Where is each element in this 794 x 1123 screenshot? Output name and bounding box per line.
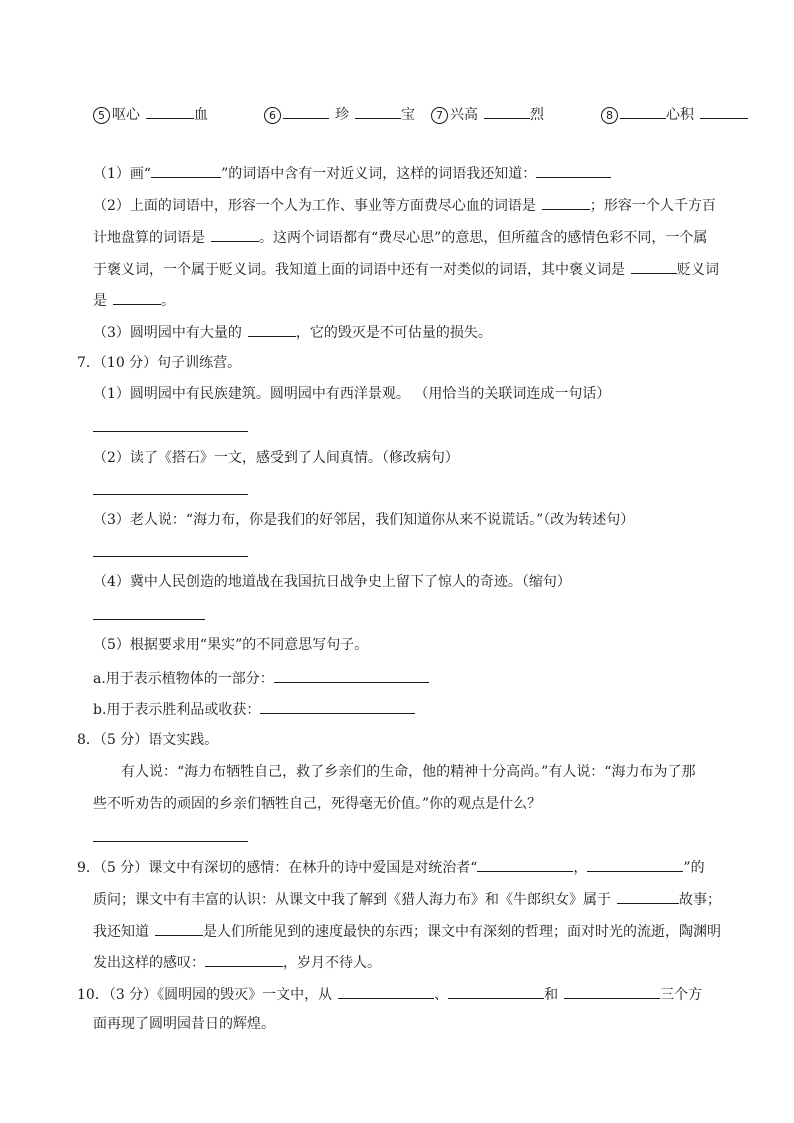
q6-part3 bbox=[93, 322, 492, 342]
circle-number-7: 7 bbox=[431, 107, 448, 124]
q10-text: 、 bbox=[434, 987, 449, 1003]
q6-part1-text-b: ”的词语中含有一对近义词，这样的词语我还知道： bbox=[221, 166, 537, 182]
q7-5a-label: a.用于表示植物体的一部分： bbox=[93, 671, 274, 687]
q7-sentence3: （3）老人说：“海力布，你是我们的好邻居，我们知道你从来不说谎话。”（改为转述句） bbox=[93, 512, 635, 528]
blank-field[interactable] bbox=[205, 952, 283, 967]
q9-line1 bbox=[77, 857, 705, 877]
q6-part3-text-a: （3）圆明园中有大量的 bbox=[93, 325, 242, 341]
q7-heading: 7．（10 分）句子训练营。 bbox=[77, 355, 242, 371]
blank-field[interactable] bbox=[355, 104, 401, 119]
q6-part2-text: 于褒义词，一个属于贬义词。我知道上面的词语中还有一对类似的词语，其中褒义词是 bbox=[93, 262, 625, 278]
q7-5b-label: b.用于表示胜利品或收获： bbox=[93, 702, 261, 718]
blank-field[interactable] bbox=[274, 668, 429, 683]
blank-field[interactable] bbox=[448, 984, 544, 999]
idiom-5-suffix: 血 bbox=[194, 107, 208, 123]
blank-field[interactable] bbox=[151, 163, 221, 178]
q10-line2: 面再现了圆明园昔日的辉煌。 bbox=[93, 1016, 275, 1032]
idiom-7 bbox=[431, 104, 544, 124]
idiom-6-suffix: 宝 bbox=[401, 107, 415, 123]
q7-sentence2: （2）读了《搭石》一文，感受到了人间真情。（修改病句） bbox=[93, 450, 459, 466]
blank-field[interactable] bbox=[484, 104, 530, 119]
circle-number-5: 5 bbox=[93, 107, 110, 124]
blank-field[interactable] bbox=[631, 259, 677, 274]
answer-line[interactable] bbox=[93, 841, 248, 842]
q6-part2-text: 贬义词 bbox=[677, 262, 719, 278]
blank-field[interactable] bbox=[542, 195, 590, 210]
circle-number-8: 8 bbox=[601, 107, 618, 124]
q9-line3 bbox=[93, 921, 721, 941]
q7-sentence5: （5）根据要求用“果实”的不同意思写句子。 bbox=[93, 637, 369, 653]
q6-part2-text: 计地盘算的词语是 bbox=[93, 230, 205, 246]
q6-part1-text-a: （1）画“ bbox=[93, 166, 152, 182]
q6-part2-line3 bbox=[93, 259, 719, 279]
answer-line[interactable] bbox=[93, 494, 248, 495]
blank-field[interactable] bbox=[620, 104, 666, 119]
q9-text: 发出这样的感叹： bbox=[93, 955, 205, 971]
q8-heading: 8．（5 分）语文实践。 bbox=[77, 732, 219, 748]
idiom-5-prefix: 呕心 bbox=[112, 107, 140, 123]
blank-field[interactable] bbox=[700, 104, 748, 119]
q6-part2-text: （2）上面的词语中，形容一个人为工作、事业等方面费尽心血的词语是 bbox=[93, 198, 536, 214]
answer-line[interactable] bbox=[93, 431, 248, 432]
idiom-8-suffix: 心积 bbox=[666, 107, 694, 123]
q6-part2-line2 bbox=[93, 227, 707, 247]
idiom-5 bbox=[93, 107, 208, 123]
q10-text: 10．（3 分）《圆明园的毁灭》一文中，从 bbox=[77, 987, 333, 1003]
blank-field[interactable] bbox=[564, 984, 660, 999]
blank-field[interactable] bbox=[146, 104, 194, 119]
q9-text: ， bbox=[573, 860, 588, 876]
blank-field[interactable] bbox=[587, 857, 683, 872]
q9-line4 bbox=[93, 952, 381, 972]
q9-text: 质问；课文中有丰富的认识：从课文中我了解到《猎人海力布》和《牛郎织女》属于 bbox=[93, 892, 611, 908]
q9-line2 bbox=[93, 889, 721, 909]
idiom-6 bbox=[264, 104, 415, 124]
q7-sentence1: （1）圆明园中有民族建筑。圆明园中有西洋景观。 （用恰当的关联词连成一句话） bbox=[93, 386, 611, 402]
q10-line1 bbox=[77, 984, 702, 1004]
blank-field[interactable] bbox=[536, 163, 611, 178]
q6-part2-line4 bbox=[93, 290, 175, 310]
q9-text: 我还知道 bbox=[93, 924, 149, 940]
blank-field[interactable] bbox=[248, 322, 296, 337]
idiom-8 bbox=[601, 104, 748, 124]
q9-text: 故事； bbox=[679, 892, 721, 908]
q6-part3-text-b: ，它的毁灭是不可估量的损失。 bbox=[295, 325, 492, 341]
idiom-7-suffix: 烈 bbox=[530, 107, 544, 123]
answer-line[interactable] bbox=[93, 556, 248, 557]
blank-field[interactable] bbox=[617, 889, 679, 904]
idiom-7-prefix: 兴高 bbox=[450, 107, 478, 123]
idiom-row bbox=[93, 104, 208, 124]
q6-part2-text: 。这两个词语都有“费尽心思”的意思，但所蕴含的感情色彩不同，一个属 bbox=[259, 230, 708, 246]
blank-field[interactable] bbox=[113, 290, 161, 305]
blank-field[interactable] bbox=[477, 857, 573, 872]
q6-part2-text: 是 bbox=[93, 293, 107, 309]
q8-line2: 些不听劝告的顽固的乡亲们牺牲自己，死得毫无价值。”你的观点是什么？ bbox=[93, 796, 542, 812]
q6-part2-text: 。 bbox=[161, 293, 175, 309]
q6-part2-text: ；形容一个人千方百 bbox=[589, 198, 716, 214]
q9-text: 是人们所能见到的速度最快的东西；课文中有深刻的哲理；面对时光的流逝，陶渊明 bbox=[203, 924, 721, 940]
q6-part2-line1 bbox=[93, 195, 716, 215]
circle-number-6: 6 bbox=[264, 107, 281, 124]
q9-text: ”的 bbox=[683, 860, 705, 876]
q8-line1: 有人说：“海力布牺牲自己，救了乡亲们的生命，他的精神十分高尚。”有人说：“海力布为了那 bbox=[121, 764, 696, 780]
q7-sentence5b bbox=[93, 699, 415, 719]
blank-field[interactable] bbox=[283, 104, 329, 119]
blank-field[interactable] bbox=[211, 227, 259, 242]
q10-text: 三个方 bbox=[660, 987, 703, 1003]
blank-field[interactable] bbox=[260, 699, 415, 714]
answer-line[interactable] bbox=[93, 619, 205, 620]
q10-text: 和 bbox=[544, 987, 559, 1003]
q9-text: 9．（5 分）课文中有深切的感情：在林升的诗中爱国是对统治者“ bbox=[77, 860, 478, 876]
blank-field[interactable] bbox=[155, 921, 203, 936]
idiom-6-middle: 珍 bbox=[335, 107, 349, 123]
q6-part1 bbox=[93, 163, 611, 183]
q9-text: ，岁月不待人。 bbox=[283, 955, 381, 971]
blank-field[interactable] bbox=[338, 984, 434, 999]
q7-sentence5a bbox=[93, 668, 429, 688]
q7-sentence4: （4）冀中人民创造的地道战在我国抗日战争史上留下了惊人的奇迹。（缩句） bbox=[93, 574, 571, 590]
